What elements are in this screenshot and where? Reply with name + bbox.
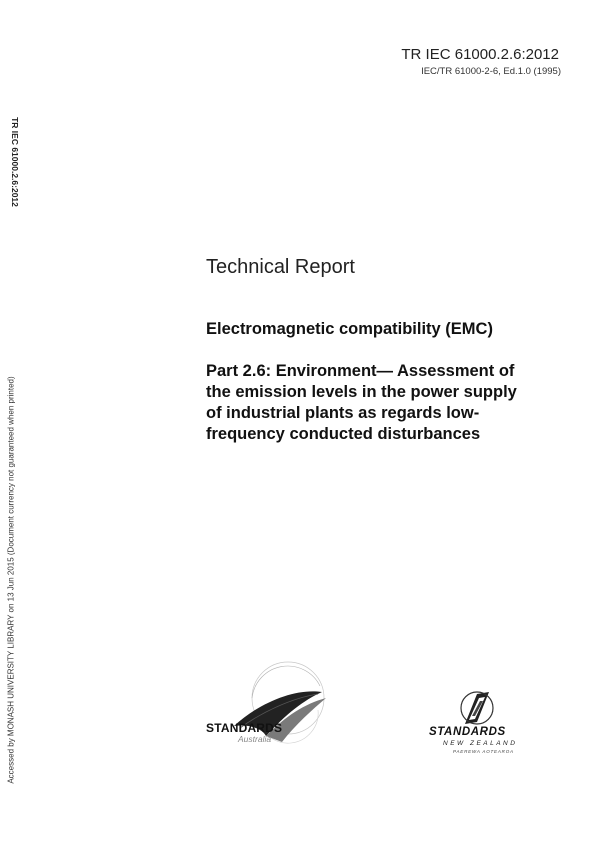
sub-title-line: Part 2.6: Environment— Assessment of <box>206 362 515 380</box>
report-type: Technical Report <box>206 256 355 278</box>
standards-australia-logo <box>200 658 350 748</box>
standards-new-zealand-emblem-icon <box>455 690 495 726</box>
standards-australia-subtext: Australia <box>238 734 272 744</box>
side-document-id-text: TR IEC 61000.2.6:2012 <box>10 117 20 207</box>
access-note <box>4 360 18 800</box>
standards-australia-wordmark: STANDARDS <box>206 721 283 735</box>
side-document-id <box>5 102 25 222</box>
standards-new-zealand-maori-subtext: PAEREWA AOTEAROA <box>453 749 514 754</box>
access-note-text: Accessed by MONASH UNIVERSITY LIBRARY on 13 Jun 2015 (Document currency not guaranteed when printed) <box>6 376 16 784</box>
document-sub-id: IEC/TR 61000-2-6, Ed.1.0 (1995) <box>421 66 561 77</box>
sub-title-line: frequency conducted disturbances <box>206 425 481 443</box>
document-id: TR IEC 61000.2.6:2012 <box>401 46 559 63</box>
main-title: Electromagnetic compatibility (EMC) <box>206 320 493 338</box>
standards-new-zealand-wordmark: STANDARDS <box>429 726 506 738</box>
sub-title-line: the emission levels in the power supply <box>206 383 517 401</box>
sub-title <box>206 361 566 445</box>
standards-new-zealand-subtext: NEW ZEALAND <box>443 740 518 747</box>
sub-title-line: of industrial plants as regards low- <box>206 404 480 422</box>
standards-new-zealand-logo <box>425 690 525 760</box>
